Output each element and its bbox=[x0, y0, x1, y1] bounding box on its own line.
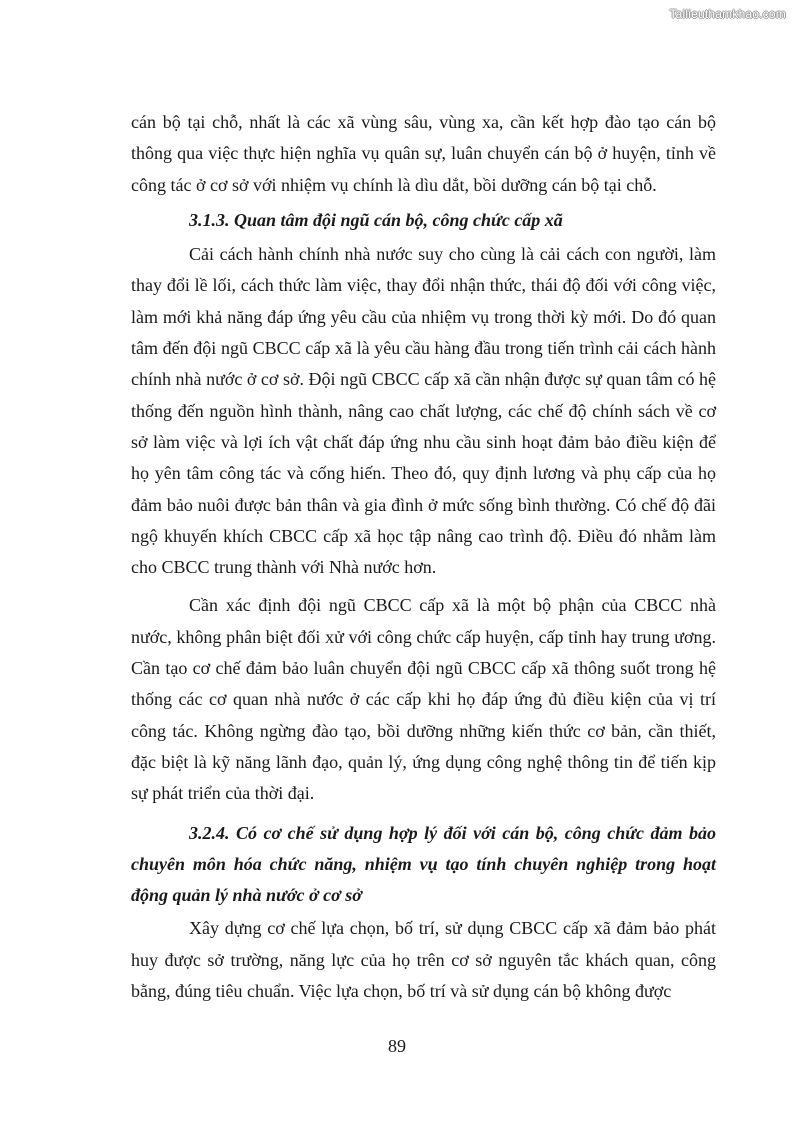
section-heading-3-1-3: 3.1.3. Quan tâm đội ngũ cán bộ, công chức cấp xã bbox=[189, 209, 563, 230]
section-heading-3-2-4: 3.2.4. Có cơ chế sử dụng hợp lý đối với cán bộ, công chức đảm bảo chuyên môn hóa chức năng, nhiệm vụ tạo tính chuyên nghiệp trong hoạt động quản lý nhà nước ở cơ sở bbox=[131, 822, 716, 906]
paragraph-administrative-reform: Cải cách hành chính nhà nước suy cho cùng là cải cách con người, làm thay đổi lề lối, cách thức làm việc, thay đổi nhận thức, thái độ đối với công việc, làm mới khả năng đáp ứng yêu cầu của nhiệm vụ trong thời kỳ mới. Do đó quan tâm đến đội ngũ CBCC cấp xã là yêu cầu hàng đầu trong tiến trình cải cách hành chính nhà nước ở cơ sở. Đội ngũ CBCC cấp xã cần nhận được sự quan tâm có hệ thống đến nguồn hình thành, nâng cao chất lượng, các chế độ chính sách về cơ sở làm việc và lợi ích vật chất đáp ứng nhu cầu sinh hoạt đảm bảo điều kiện để họ yên tâm công tác và cống hiến. Theo đó, quy định lương và phụ cấp của họ đảm bảo nuôi được bản thân và gia đình ở mức sống bình thường. Có chế độ đãi ngộ khuyến khích CBCC cấp xã học tập nâng cao trình độ. Điều đó nhằm làm cho CBCC trung thành với Nhà nước hơn. bbox=[131, 244, 716, 578]
document-body bbox=[131, 107, 716, 1007]
paragraph-continuation: cán bộ tại chỗ, nhất là các xã vùng sâu, vùng xa, cần kết hợp đào tạo cán bộ thông qua việc thực hiện nghĩa vụ quân sự, luân chuyển cán bộ ở huyện, tỉnh về công tác ở cơ sở với nhiệm vụ chính là dìu dắt, bồi dưỡng cán bộ tại chỗ. bbox=[131, 112, 716, 195]
page-number: 89 bbox=[388, 1036, 406, 1056]
watermark: Tailieuthamkhao.com bbox=[669, 7, 786, 21]
paragraph-selection-mechanism: Xây dựng cơ chế lựa chọn, bố trí, sử dụng CBCC cấp xã đảm bảo phát huy được sở trường, năng lực của họ trên cơ sở nguyên tắc khách quan, công bằng, đúng tiêu chuẩn. Việc lựa chọn, bố trí và sử dụng cán bộ không được bbox=[131, 918, 716, 1002]
paragraph-commune-officials: Cần xác định đội ngũ CBCC cấp xã là một bộ phận của CBCC nhà nước, không phân biệt đối xử với công chức cấp huyện, cấp tỉnh hay trung ương. Cần tạo cơ chế đảm bảo luân chuyển đội ngũ CBCC cấp xã thông suốt trong hệ thống các cơ quan nhà nước ở các cấp khi họ đáp ứng đủ điều kiện của vị trí công tác. Không ngừng đào tạo, bồi dưỡng những kiến thức cơ bản, cần thiết, đặc biệt là kỹ năng lãnh đạo, quản lý, ứng dụng công nghệ thông tin để tiến kịp sự phát triển của thời đại. bbox=[131, 595, 716, 804]
